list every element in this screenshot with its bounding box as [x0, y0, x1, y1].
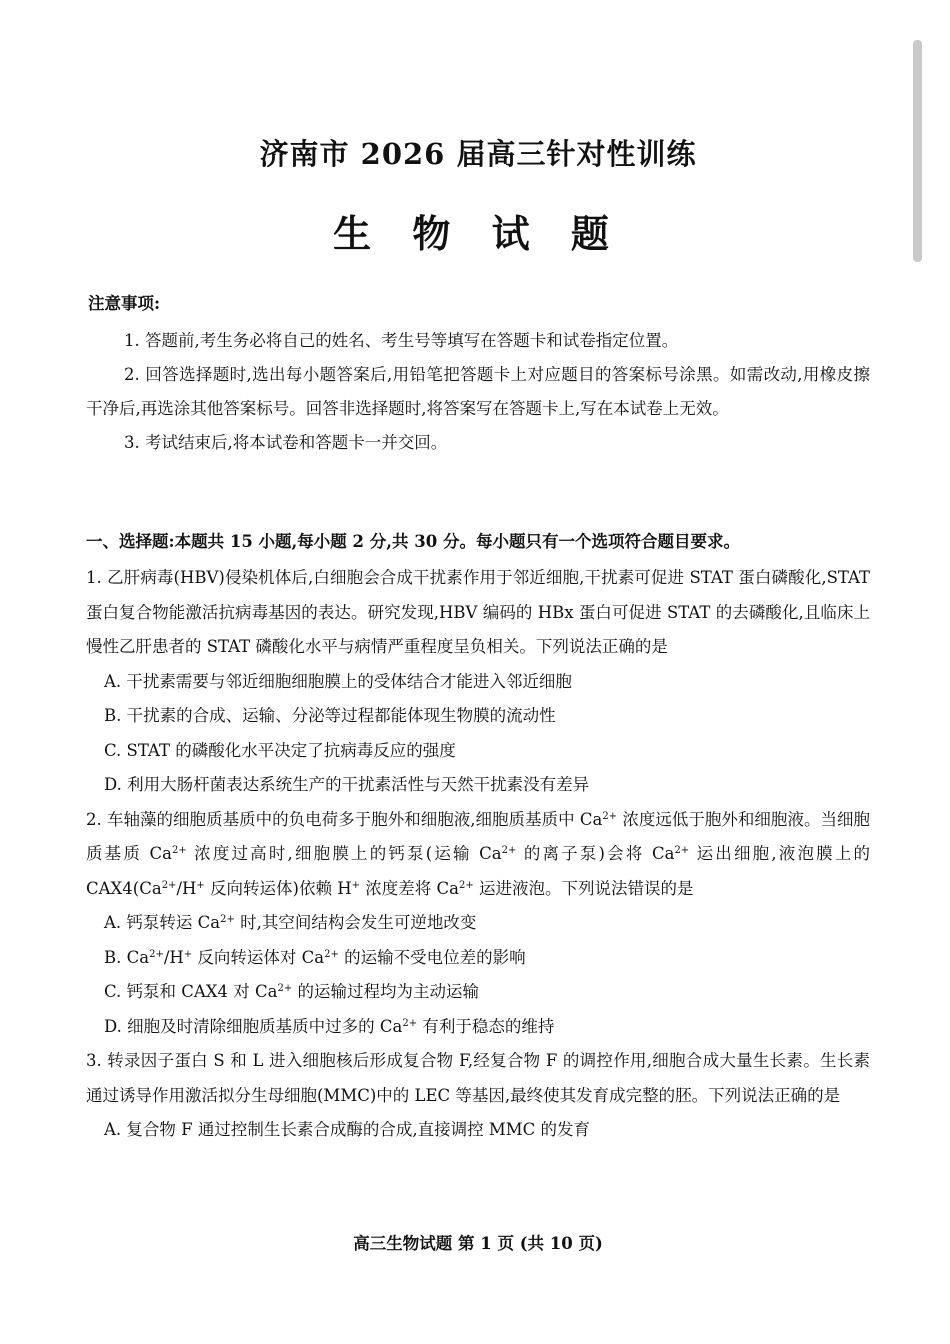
notice-item: 1. 答题前,考生务必将自己的姓名、考生号等填写在答题卡和试卷指定位置。 [124, 331, 679, 350]
notice-list [86, 324, 870, 460]
option-d: D. 利用大肠杆菌表达系统生产的干扰素活性与天然干扰素没有差异 [104, 775, 590, 794]
section-heading: 一、选择题:本题共 15 小题,每小题 2 分,共 30 分。每小题只有一个选项符合题目要求。 [86, 532, 740, 551]
notice-item: 3. 考试结束后,将本试卷和答题卡一并交回。 [124, 433, 448, 452]
option-c: C. 钙泵和 CAX4 对 $Ca^{2+}$ 的运输过程均为主动运输 [104, 982, 480, 1001]
notice-item: 2. 回答选择题时,选出每小题答案后,用铅笔把答题卡上对应题目的答案标号涂黑。如需改动,用橡皮擦干净后,再选涂其他答案标号。回答非选择题时,将答案写在答题卡上,写在本试卷上无效。 [86, 365, 870, 418]
option-c: C. STAT 的磷酸化水平决定了抗病毒反应的强度 [104, 740, 456, 760]
question-stem: 1. 乙肝病毒(HBV)侵染机体后,白细胞会合成干扰素作用于邻近细胞,干扰素可促进 STAT 蛋白磷酸化,STAT 蛋白复合物能激活抗病毒基因的表达。研究发现,HBV 编码的 HBx 蛋白可促进 STAT 的去磷酸化,且临床上慢性乙肝患者的 STAT 磷酸化水平与病情严重程度呈负相关。下列说法正确的是 [86, 568, 870, 656]
option-a: A. 钙泵转运 $Ca^{2+}$ 时,其空间结构会发生可逆地改变 [104, 913, 477, 932]
question-2 [86, 803, 870, 1045]
option-d: D. 细胞及时清除细胞质基质中过多的 $Ca^{2+}$ 有利于稳态的维持 [104, 1016, 555, 1036]
question-stem: 2. 车轴藻的细胞质基质中的负电荷多于胞外和细胞液,细胞质基质中 $Ca^{2+}$ 浓度远低于胞外和细胞液。当细胞质基质 $Ca^{2+}$ 浓度过高时,细胞膜上的钙泵(运输 $Ca^{2+}$ 的离子泵)会将 $Ca^{2+}$ 运出细胞,液泡膜上的 $CAX4(Ca^{2+}/H^+$ 反向转运体)依赖 H+ 浓度差将 $Ca^{2+}$ 运进液泡。下列说法错误的是 [86, 809, 871, 898]
option-b: B. $Ca^{2+}/H^+$ 反向转运体对 $Ca^{2+}$ 的运输不受电位差的影响 [104, 947, 526, 967]
question-3 [86, 1044, 870, 1148]
option-a: A. 复合物 F 通过控制生长素合成酶的合成,直接调控 MMC 的发育 [104, 1120, 590, 1139]
subject-title: 生 物 试 题 [333, 211, 623, 256]
option-a: A. 干扰素需要与邻近细胞细胞膜上的受体结合才能进入邻近细胞 [104, 671, 572, 691]
scrollbar[interactable] [913, 40, 922, 262]
notice-heading: 注意事项: [88, 294, 161, 313]
question-1 [86, 561, 870, 803]
option-b: B. 干扰素的合成、运输、分泌等过程都能体现生物膜的流动性 [104, 706, 556, 725]
question-list [86, 561, 870, 1148]
page-footer: 高三生物试题 第 1 页 (共 10 页) [353, 1234, 603, 1253]
exam-title: 济南市 2026 届高三针对性训练 [259, 137, 697, 171]
question-stem: 3. 转录因子蛋白 S 和 L 进入细胞核后形成复合物 F,经复合物 F 的调控作用,细胞合成大量生长素。生长素通过诱导作用激活拟分生母细胞(MMC)中的 LEC 等基因,最终使其发育成完整的胚。下列说法正确的是 [86, 1051, 870, 1105]
